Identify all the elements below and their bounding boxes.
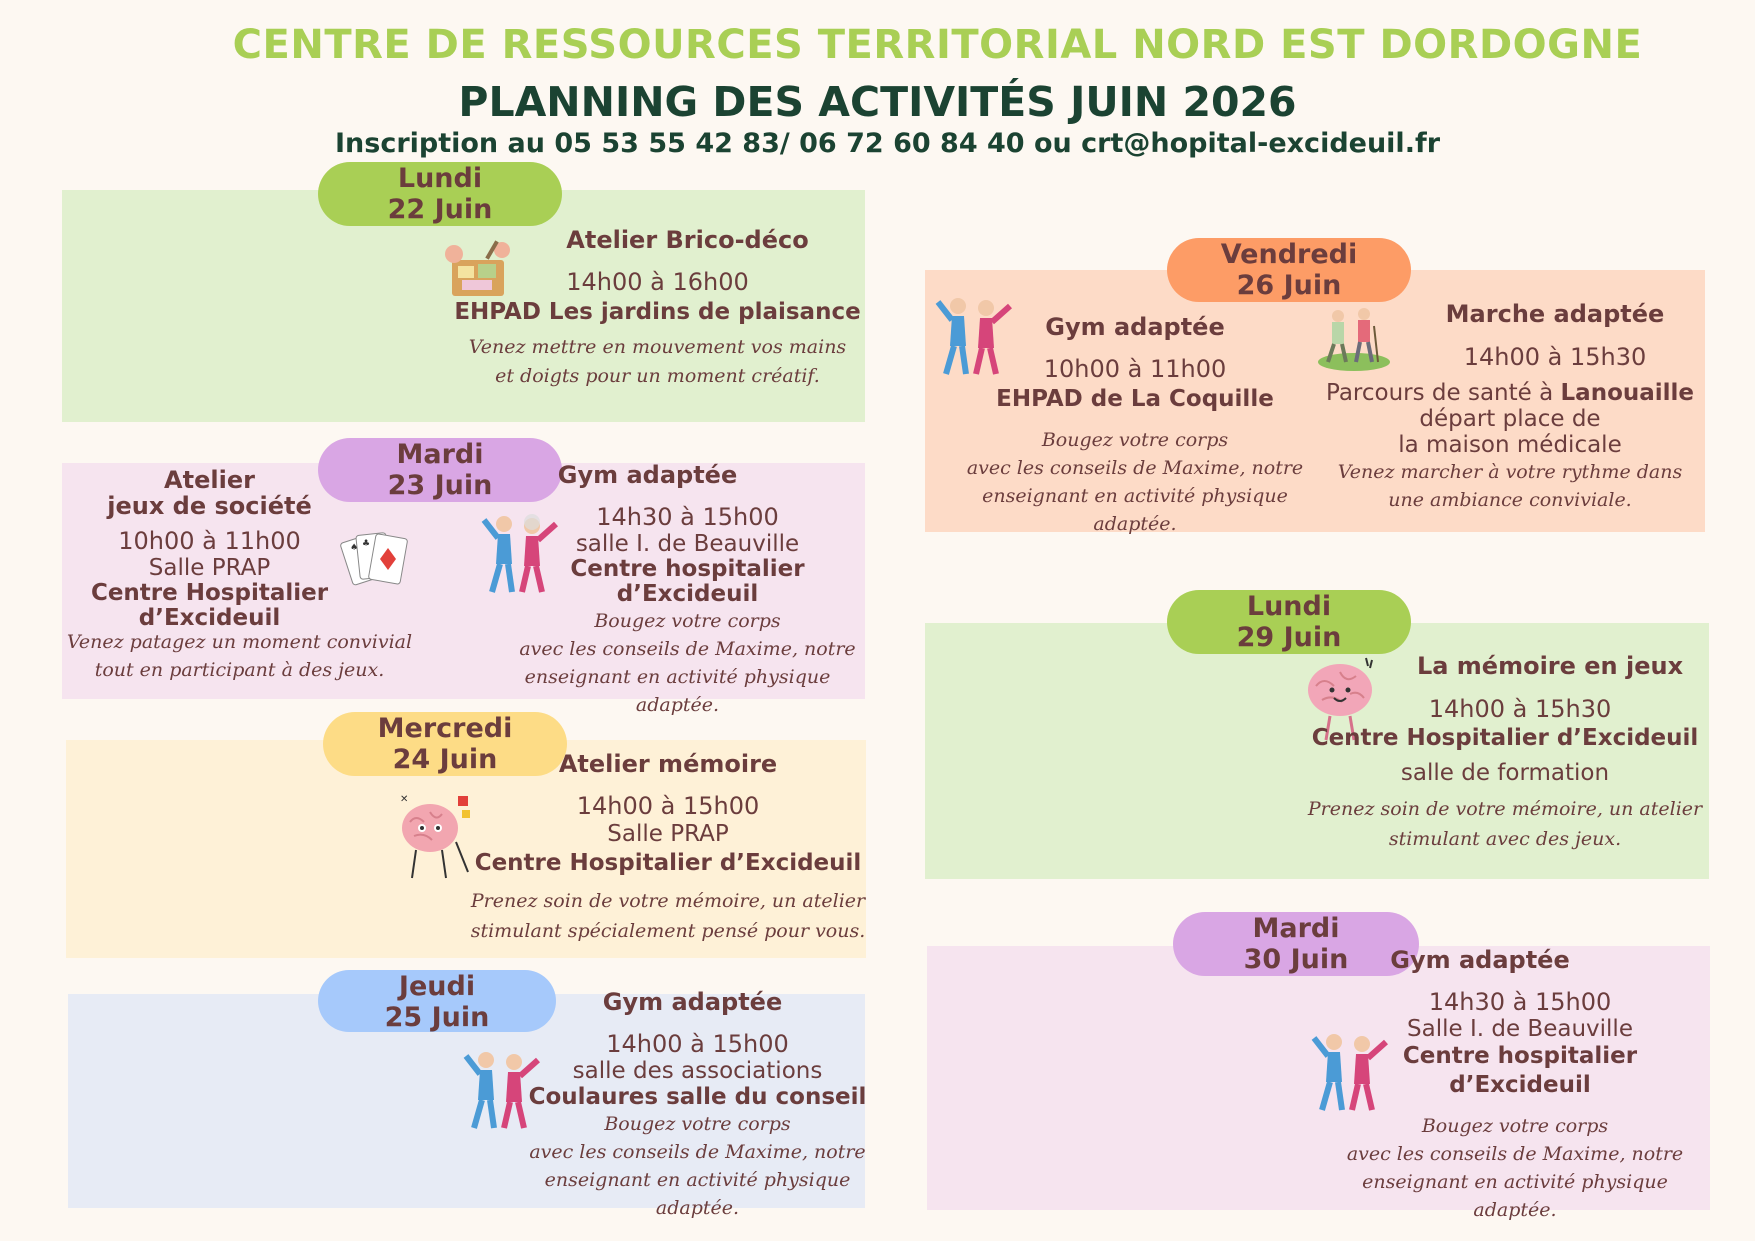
activity-room: Salle PRAP xyxy=(607,821,729,847)
activity-title: Gym adaptée xyxy=(602,988,783,1016)
day-name: Lundi xyxy=(397,163,483,194)
activity-mon22 xyxy=(450,226,865,391)
svg-text:♣: ♣ xyxy=(362,539,371,549)
activity-title: Marche adaptée xyxy=(1445,300,1665,328)
activity-description: stimulant avec des jeux. xyxy=(1388,828,1622,850)
day-pill-fri26 xyxy=(1167,238,1411,302)
day-pill-mon29 xyxy=(1167,590,1411,654)
activity-place: départ place de xyxy=(1419,406,1601,432)
activity-title: La mémoire en jeux xyxy=(1416,652,1684,680)
activity-fri26-walk-place xyxy=(1310,380,1710,514)
day-date: 26 Juin xyxy=(1236,270,1342,301)
activity-place: d’Excideuil xyxy=(616,581,759,607)
playing-cards-icon xyxy=(340,528,416,594)
activity-title: Gym adaptée xyxy=(557,461,738,489)
activity-place: d’Excideuil xyxy=(1449,1072,1591,1098)
activity-title: Atelier mémoire xyxy=(558,750,778,778)
activity-description: Bougez votre corps xyxy=(1041,429,1229,451)
activity-room: Salle PRAP xyxy=(148,555,271,581)
activity-mon29 xyxy=(1300,652,1710,854)
activity-room: Salle I. de Beauville xyxy=(1407,1016,1633,1042)
activity-tue30 xyxy=(1330,946,1680,1100)
activity-wed24 xyxy=(470,750,866,946)
activity-description: Bougez votre corps xyxy=(594,610,781,632)
activity-description: avec les conseils de Maxime, notre xyxy=(966,457,1304,479)
activity-place: d’Excideuil xyxy=(138,605,281,631)
activity-place: EHPAD de La Coquille xyxy=(996,386,1274,412)
activity-title: Atelier xyxy=(164,466,255,494)
activity-description: Bougez votre corps xyxy=(604,1113,791,1135)
activity-time: 14h00 à 15h30 xyxy=(1428,695,1612,723)
svg-text:✕: ✕ xyxy=(400,794,409,805)
activity-room: salle des associations xyxy=(572,1058,823,1084)
activity-description: enseignant en activité physique adaptée. xyxy=(982,485,1288,535)
activity-description: Prenez soin de votre mémoire, un atelier xyxy=(470,890,866,912)
activity-place: Centre hospitalier xyxy=(570,556,805,582)
center-title: CENTRE DE RESSOURCES TERRITORIAL NORD EST DORDOGNE xyxy=(232,22,1643,68)
activity-description: Bougez votre corps xyxy=(1421,1115,1609,1137)
activity-time: 14h30 à 15h00 xyxy=(596,503,779,531)
activity-room: salle de formation xyxy=(1400,760,1610,786)
place-town: Lanouaille xyxy=(1560,380,1695,406)
activity-title: jeux de société xyxy=(107,492,312,520)
place-prefix: Parcours de santé à xyxy=(1325,380,1561,406)
day-name: Mardi xyxy=(396,439,484,470)
day-name: Lundi xyxy=(1246,591,1332,622)
activity-description: tout en participant à des jeux. xyxy=(94,659,385,681)
activity-room: salle I. de Beauville xyxy=(575,531,800,557)
activity-tue23-gym xyxy=(480,461,865,719)
activity-description: avec les conseils de Maxime, notre xyxy=(1346,1143,1684,1165)
activity-description: stimulant spécialement pensé pour vous. xyxy=(470,920,866,942)
activity-description: une ambiance conviviale. xyxy=(1388,489,1632,511)
activity-time: 14h00 à 15h00 xyxy=(576,792,760,820)
activity-time: 14h30 à 15h00 xyxy=(1428,988,1612,1016)
activity-description: Prenez soin de votre mémoire, un atelier xyxy=(1307,798,1703,820)
activity-place: Centre Hospitalier d’Excideuil xyxy=(1311,725,1699,751)
day-name: Mercredi xyxy=(377,713,513,744)
activity-place: Coulaures salle du conseil xyxy=(528,1084,867,1110)
activity-description: avec les conseils de Maxime, notre xyxy=(519,638,856,660)
brain-puzzle-icon xyxy=(396,792,476,882)
activity-tue30-desc xyxy=(1330,1112,1700,1224)
activity-thu25 xyxy=(505,988,890,1222)
activity-time: 14h00 à 15h00 xyxy=(606,1030,789,1058)
activity-time: 10h00 à 11h00 xyxy=(118,527,301,555)
activity-time: 14h00 à 16h00 xyxy=(566,268,749,296)
activity-title: Gym adaptée xyxy=(1045,313,1225,341)
activity-tue23-games xyxy=(62,467,357,631)
activity-title: Atelier Brico-déco xyxy=(566,226,809,254)
day-date: 30 Juin xyxy=(1243,944,1349,975)
activity-place: Centre Hospitalier xyxy=(90,580,329,606)
activity-description: enseignant en activité physique adaptée. xyxy=(1362,1171,1668,1221)
day-date: 29 Juin xyxy=(1236,622,1342,653)
activity-place: EHPAD Les jardins de plaisance xyxy=(454,299,861,325)
planning-title: PLANNING DES ACTIVITÉS JUIN 2026 xyxy=(458,78,1297,126)
activity-description: et doigts pour un moment créatif. xyxy=(495,365,820,387)
activity-tue23-games-desc xyxy=(62,628,417,684)
activity-place xyxy=(1310,380,1710,406)
activity-fri26-gym xyxy=(950,313,1320,538)
activity-description: Venez patagez un moment convivial xyxy=(66,631,413,653)
svg-text:♠: ♠ xyxy=(350,543,359,553)
day-pill-mon22 xyxy=(318,162,562,226)
activity-fri26-walk xyxy=(1310,300,1710,372)
activity-time: 10h00 à 11h00 xyxy=(1043,355,1227,383)
activity-description: avec les conseils de Maxime, notre xyxy=(529,1141,866,1163)
activity-time: 14h00 à 15h30 xyxy=(1463,343,1647,371)
activity-description: enseignant en activité physique adaptée. xyxy=(524,666,831,716)
day-name: Jeudi xyxy=(398,971,476,1002)
day-date: 23 Juin xyxy=(387,470,493,501)
activity-title: Gym adaptée xyxy=(1390,946,1570,974)
activity-description: Venez marcher à votre rythme dans xyxy=(1337,461,1683,483)
day-name: Mardi xyxy=(1252,913,1340,944)
day-name: Vendredi xyxy=(1220,239,1358,270)
activity-place: Centre Hospitalier d’Excideuil xyxy=(474,850,862,876)
activity-description: enseignant en activité physique adaptée. xyxy=(544,1169,851,1219)
activity-place: la maison médicale xyxy=(1398,432,1622,458)
activity-place: Centre hospitalier xyxy=(1402,1043,1638,1069)
day-date: 24 Juin xyxy=(392,744,498,775)
activity-description: Venez mettre en mouvement vos mains xyxy=(468,336,847,358)
day-date: 22 Juin xyxy=(387,194,493,225)
day-date: 25 Juin xyxy=(384,1002,490,1033)
contact-line: Inscription au 05 53 55 42 83/ 06 72 60 84 40 ou crt@hopital-excideuil.fr xyxy=(334,128,1441,159)
